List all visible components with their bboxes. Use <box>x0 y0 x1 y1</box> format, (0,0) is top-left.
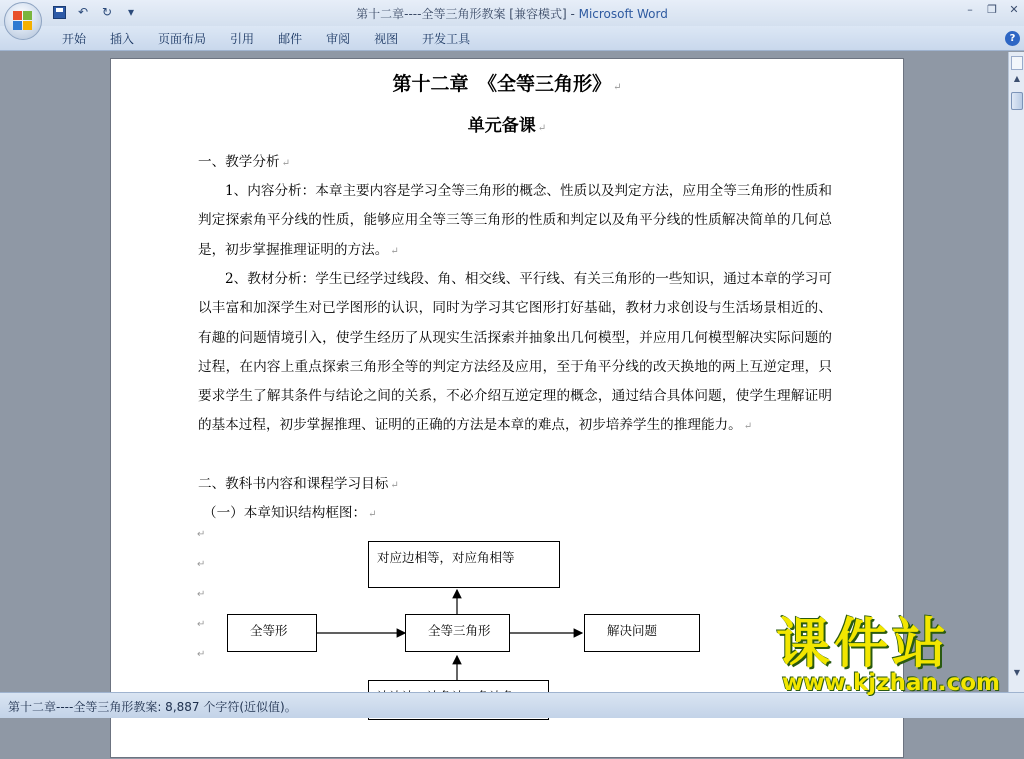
section-heading-1: 一、教学分析 ↵ <box>198 154 290 170</box>
vertical-scrollbar[interactable] <box>1008 52 1024 692</box>
diagram-box-congruent-triangles: 全等三角形 <box>405 614 510 652</box>
tab-references[interactable]: 引用 <box>230 32 255 46</box>
tab-developer[interactable]: 开发工具 <box>422 32 471 46</box>
close-button[interactable]: ✕ <box>1009 3 1019 16</box>
tab-page-layout[interactable]: 页面布局 <box>158 32 207 46</box>
scroll-down-button[interactable]: ▼ <box>1013 668 1021 677</box>
tab-view[interactable]: 视图 <box>374 32 399 46</box>
paragraph-textbook-analysis: 2、教材分析：学生已经学过线段、角、相交线、平行线、有关三角形的一些知识，通过本章的学习可以丰富和加深学生对已学图形的认识，同时为学习其它图形打好基础，教材力求创设与生活场景相近的、有趣的问题情境引入，使学生经历了从现实生活探索并抽象出几何模型，并应用几何模型解决实际问题的过程，在内容上重点探索三角形全等的判定方法经及应用，至于角平分线的改天换地的两上互逆定理，只要求学生了解其条件与结论之间的关系，不必介绍互逆定理的概念，通过结合具体问题，使学生理解证明的基本过程，初步掌握推理、证明的正确的方法是本章的难点，初步培养学生的推理能力。 ↵ <box>198 271 832 434</box>
minimize-button[interactable]: – <box>967 3 973 16</box>
window-title: 第十二章----全等三角形教案 [兼容模式] - Microsoft Word <box>356 7 668 21</box>
watermark-logo: 课件站 <box>776 612 950 675</box>
customize-toolbar-button[interactable]: ▾ <box>127 5 135 19</box>
status-word-count: 第十二章----全等三角形教案: 8,887 个字符(近似值)。 <box>8 700 297 714</box>
watermark-url: www.kjzhan.com <box>782 670 1000 696</box>
tab-insert[interactable]: 插入 <box>110 32 135 46</box>
view-ruler-button[interactable] <box>1011 56 1023 70</box>
section-heading-2: 二、教科书内容和课程学习目标 ↵ <box>198 476 399 492</box>
restore-button[interactable]: ❐ <box>987 3 997 16</box>
quick-access-toolbar <box>50 3 140 21</box>
empty-paragraph-marks: ↵ ↵ ↵ ↵ ↵ <box>197 529 206 660</box>
section-heading-3: （一）本章知识结构框图： ↵ <box>203 505 377 521</box>
diagram-box-solve-problems: 解决问题 <box>584 614 700 652</box>
paragraph-content-analysis: 1、内容分析：本章主要内容是学习全等三角形的概念、性质以及判定方法，应用全等三角形的性质和判定探索角平分线的性质，能够应用全等三等三角形的性质和判定以及角平分线的性质解决简单的几何总是，初步掌握推理证明的方法。 ↵ <box>198 183 832 258</box>
document-area <box>0 52 1008 692</box>
undo-button[interactable]: ↶ <box>77 5 89 19</box>
ribbon-tabs <box>50 31 482 47</box>
scrollbar-thumb[interactable] <box>1011 92 1023 110</box>
office-button[interactable] <box>4 2 42 40</box>
help-icon[interactable]: ? <box>1005 31 1020 46</box>
scroll-up-button[interactable]: ▲ <box>1013 74 1021 83</box>
save-icon <box>53 6 66 19</box>
title-bar <box>0 0 1024 26</box>
window-controls <box>964 3 1020 16</box>
tab-home[interactable]: 开始 <box>62 32 87 46</box>
document-subtitle: 单元备课 ↵ <box>467 116 547 136</box>
redo-button[interactable]: ↻ <box>101 5 113 19</box>
ribbon <box>0 26 1024 51</box>
save-button[interactable] <box>50 3 68 21</box>
tab-mailings[interactable]: 邮件 <box>278 32 303 46</box>
document-title: 第十二章 《全等三角形》 ↵ <box>392 73 622 95</box>
diagram-box-congruent-figures: 全等形 <box>227 614 317 652</box>
office-logo-icon <box>13 11 33 31</box>
diagram-box-properties: 对应边相等，对应角相等 <box>368 541 560 588</box>
tab-review[interactable]: 审阅 <box>326 32 351 46</box>
